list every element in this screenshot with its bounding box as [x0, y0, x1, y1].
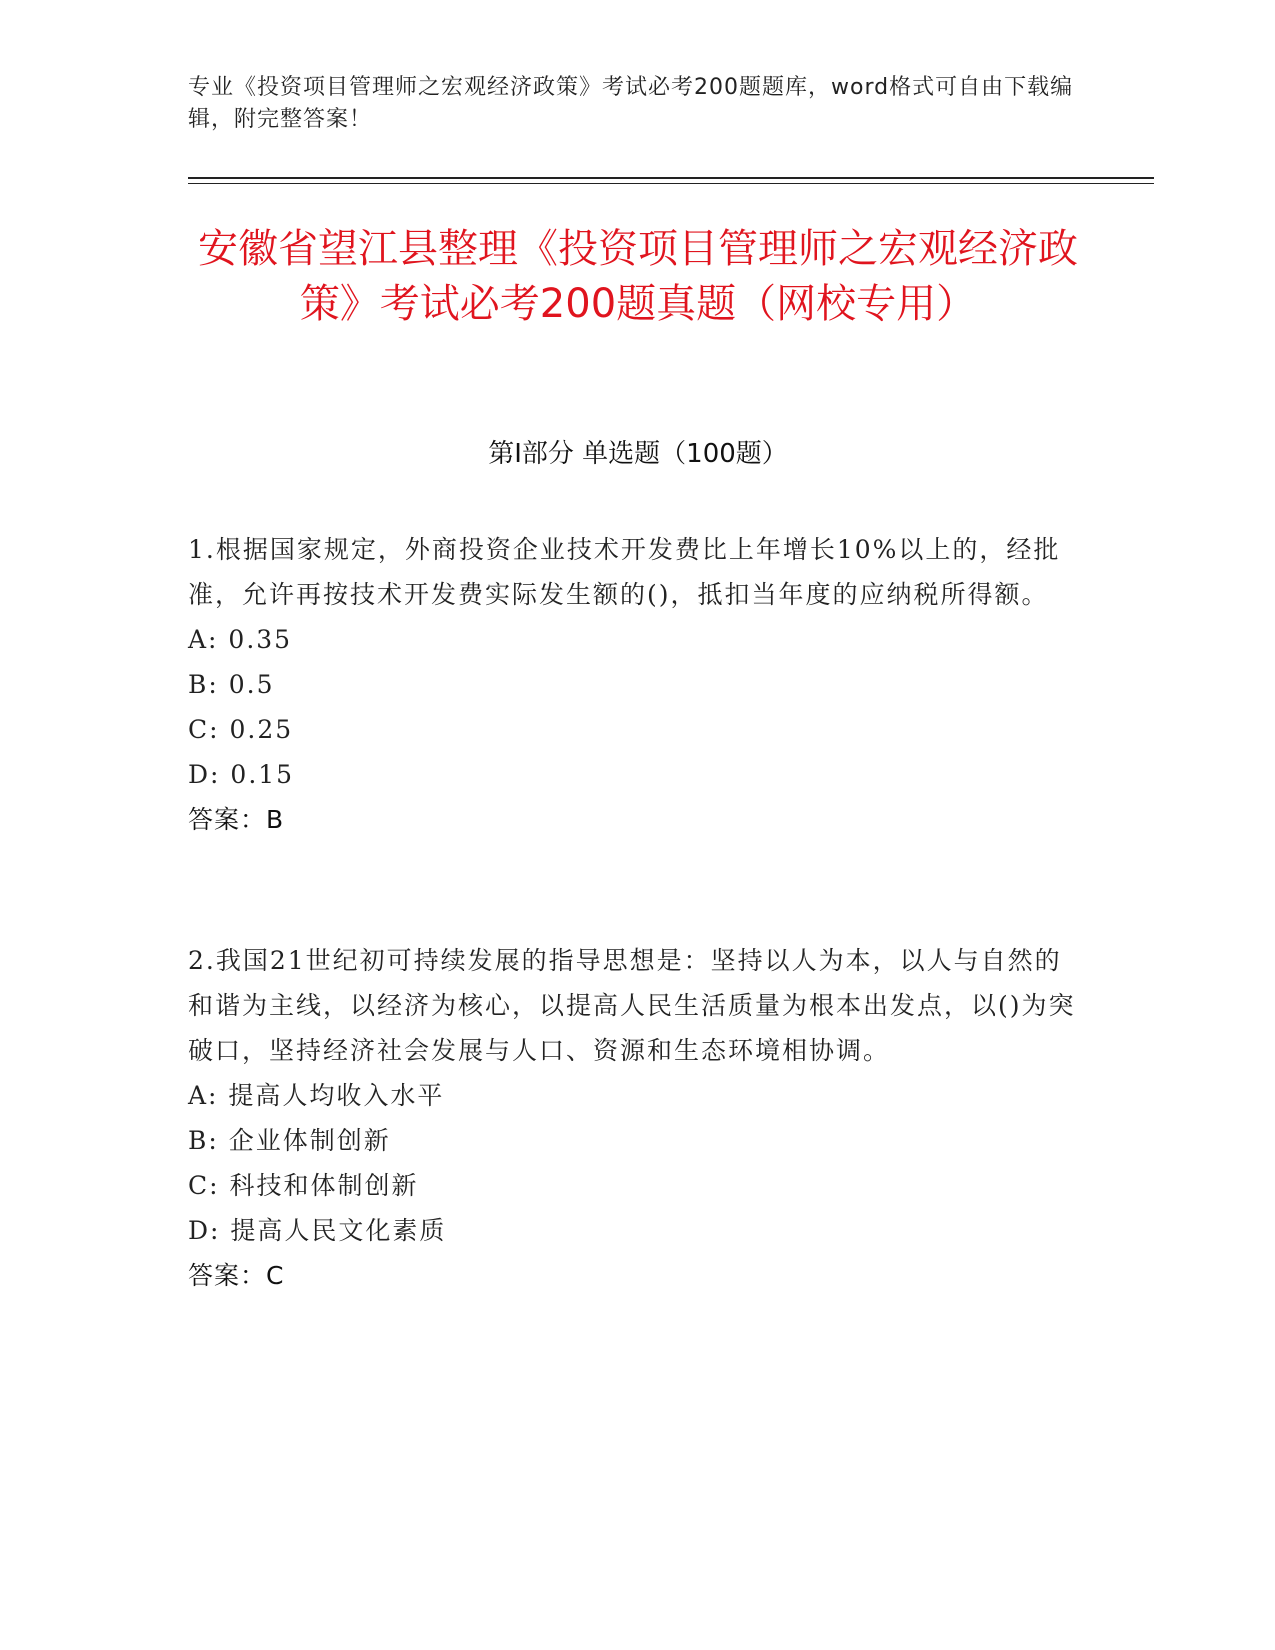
- header-divider-thick: [188, 177, 1154, 179]
- question-1: [188, 527, 1088, 843]
- answer: 答案：C: [188, 1261, 285, 1290]
- option-d: D: 提高人民文化素质: [188, 1216, 447, 1245]
- header-divider-thin: [188, 183, 1154, 184]
- option-c: C: 科技和体制创新: [188, 1171, 419, 1200]
- option-b: B: 0.5: [188, 670, 275, 699]
- question-stem: 1.根据国家规定，外商投资企业技术开发费比上年增长10%以上的，经批准，允许再按技术开发费实际发生额的()，抵扣当年度的应纳税所得额。: [188, 535, 1061, 609]
- option-c: C: 0.25: [188, 715, 294, 744]
- option-a: A: 0.35: [188, 625, 293, 654]
- option-d: D: 0.15: [188, 760, 295, 789]
- option-b: B: 企业体制创新: [188, 1126, 391, 1155]
- question-2: [188, 938, 1088, 1299]
- section-title: 第Ⅰ部分 单选题（100题）: [488, 439, 788, 469]
- document-title: 安徽省望江县整理《投资项目管理师之宏观经济政策》考试必考200题真题（网校专用）: [198, 226, 1078, 327]
- option-a: A: 提高人均收入水平: [188, 1081, 445, 1110]
- question-stem: 2.我国21世纪初可持续发展的指导思想是：坚持以人为本，以人与自然的和谐为主线，以经济为核心，以提高人民生活质量为根本出发点，以()为突破口，坚持经济社会发展与人口、资源和生态环境相协调。: [188, 946, 1076, 1065]
- answer: 答案：B: [188, 805, 285, 834]
- header-note: 专业《投资项目管理师之宏观经济政策》考试必考200题题库，word格式可自由下载编辑，附完整答案！: [188, 75, 1074, 132]
